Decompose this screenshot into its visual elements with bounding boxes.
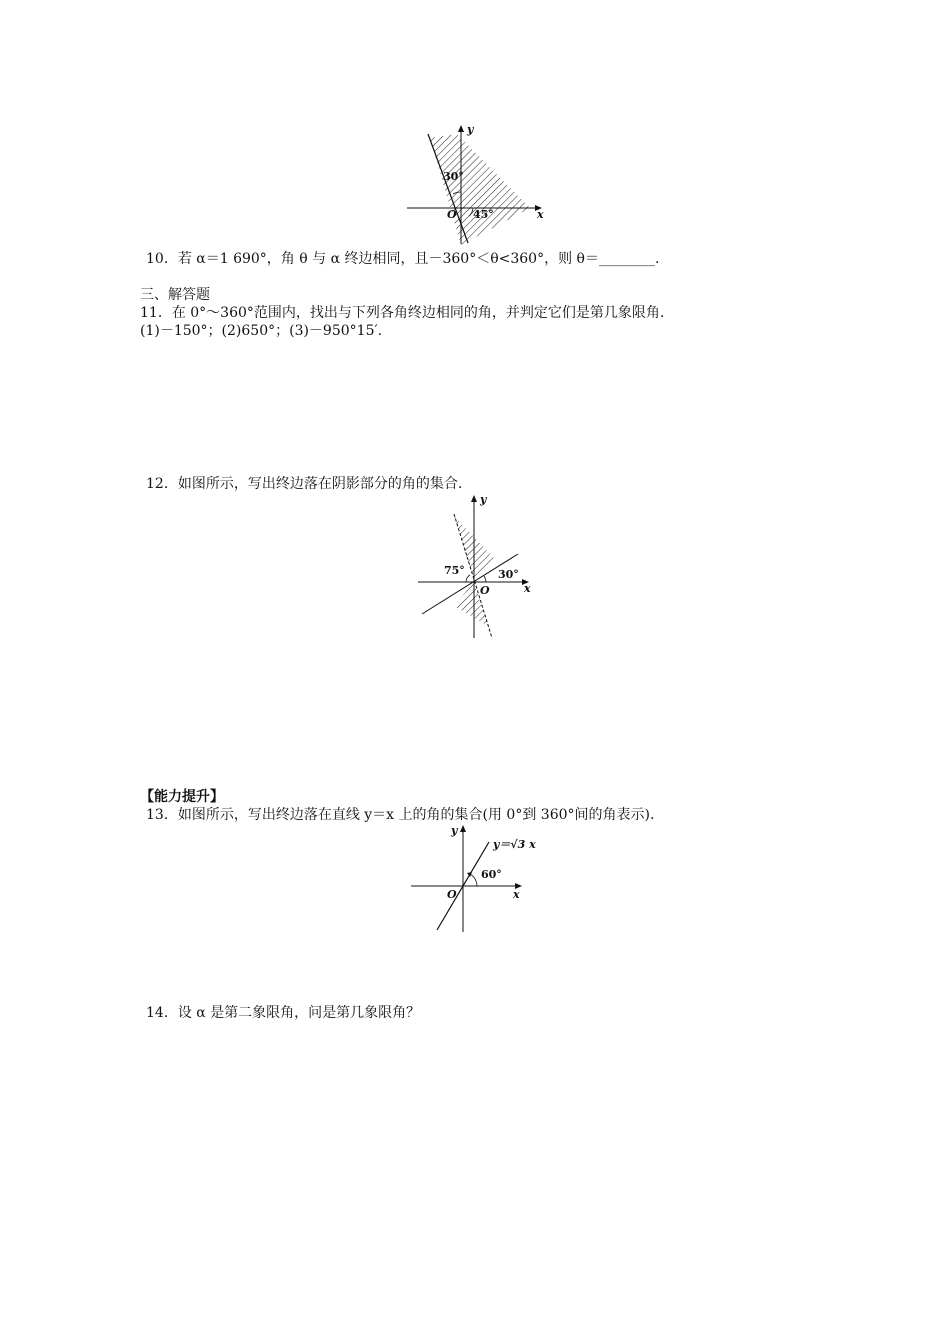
figure-q10 (395, 120, 555, 250)
y-axis-label: y (480, 493, 487, 506)
angle-arc-30 (484, 576, 486, 582)
y-axis-arrow-icon (460, 825, 466, 832)
question-11-parts: (1)－150°；(2)650°；(3)－950°15′. (140, 323, 383, 339)
angle-label-30: 30° (498, 568, 519, 581)
question-13: 13．如图所示，写出终边落在直线 y＝x 上的角的集合(用 0°到 360°间的角表示). (146, 807, 655, 823)
angle-label-bottom: 45° (473, 208, 494, 221)
angle-arc-75 (466, 575, 470, 582)
question-12: 12．如图所示，写出终边落在阴影部分的角的集合. (146, 476, 463, 492)
angle-label-60: 60° (481, 868, 502, 881)
x-axis-label: x (524, 582, 531, 595)
angle-arc-60 (470, 874, 477, 886)
origin-label: O (447, 208, 457, 221)
y-axis-label: y (467, 123, 474, 136)
question-14: 14．设 α 是第二象限角，问是第几象限角？ (146, 1005, 421, 1021)
question-11: 11．在 0°～360°范围内，找出与下列各角终边相同的角，并判定它们是第几象限角. (140, 305, 665, 321)
shaded-region (430, 134, 530, 245)
figure-q12 (412, 490, 547, 642)
section-heading-ability: 【能力提升】 (140, 789, 224, 805)
angle-label-75: 75° (444, 564, 465, 577)
line-label: y＝√3 x (493, 838, 536, 851)
angle-label-top: 30° (443, 170, 464, 183)
section-heading-answers: 三、解答题 (140, 287, 210, 303)
x-axis-label: x (537, 208, 544, 221)
origin-label: O (480, 584, 490, 597)
figure-q13 (405, 820, 550, 935)
y-axis-label: y (451, 824, 458, 837)
y-axis-arrow-icon (471, 495, 477, 502)
y-axis-arrow-icon (458, 125, 464, 132)
x-axis-label: x (513, 888, 520, 901)
origin-label: O (447, 888, 457, 901)
question-10: 10．若 α＝1 690°，角 θ 与 α 终边相同，且－360°＜θ<360°，则 θ＝________. (146, 251, 660, 267)
